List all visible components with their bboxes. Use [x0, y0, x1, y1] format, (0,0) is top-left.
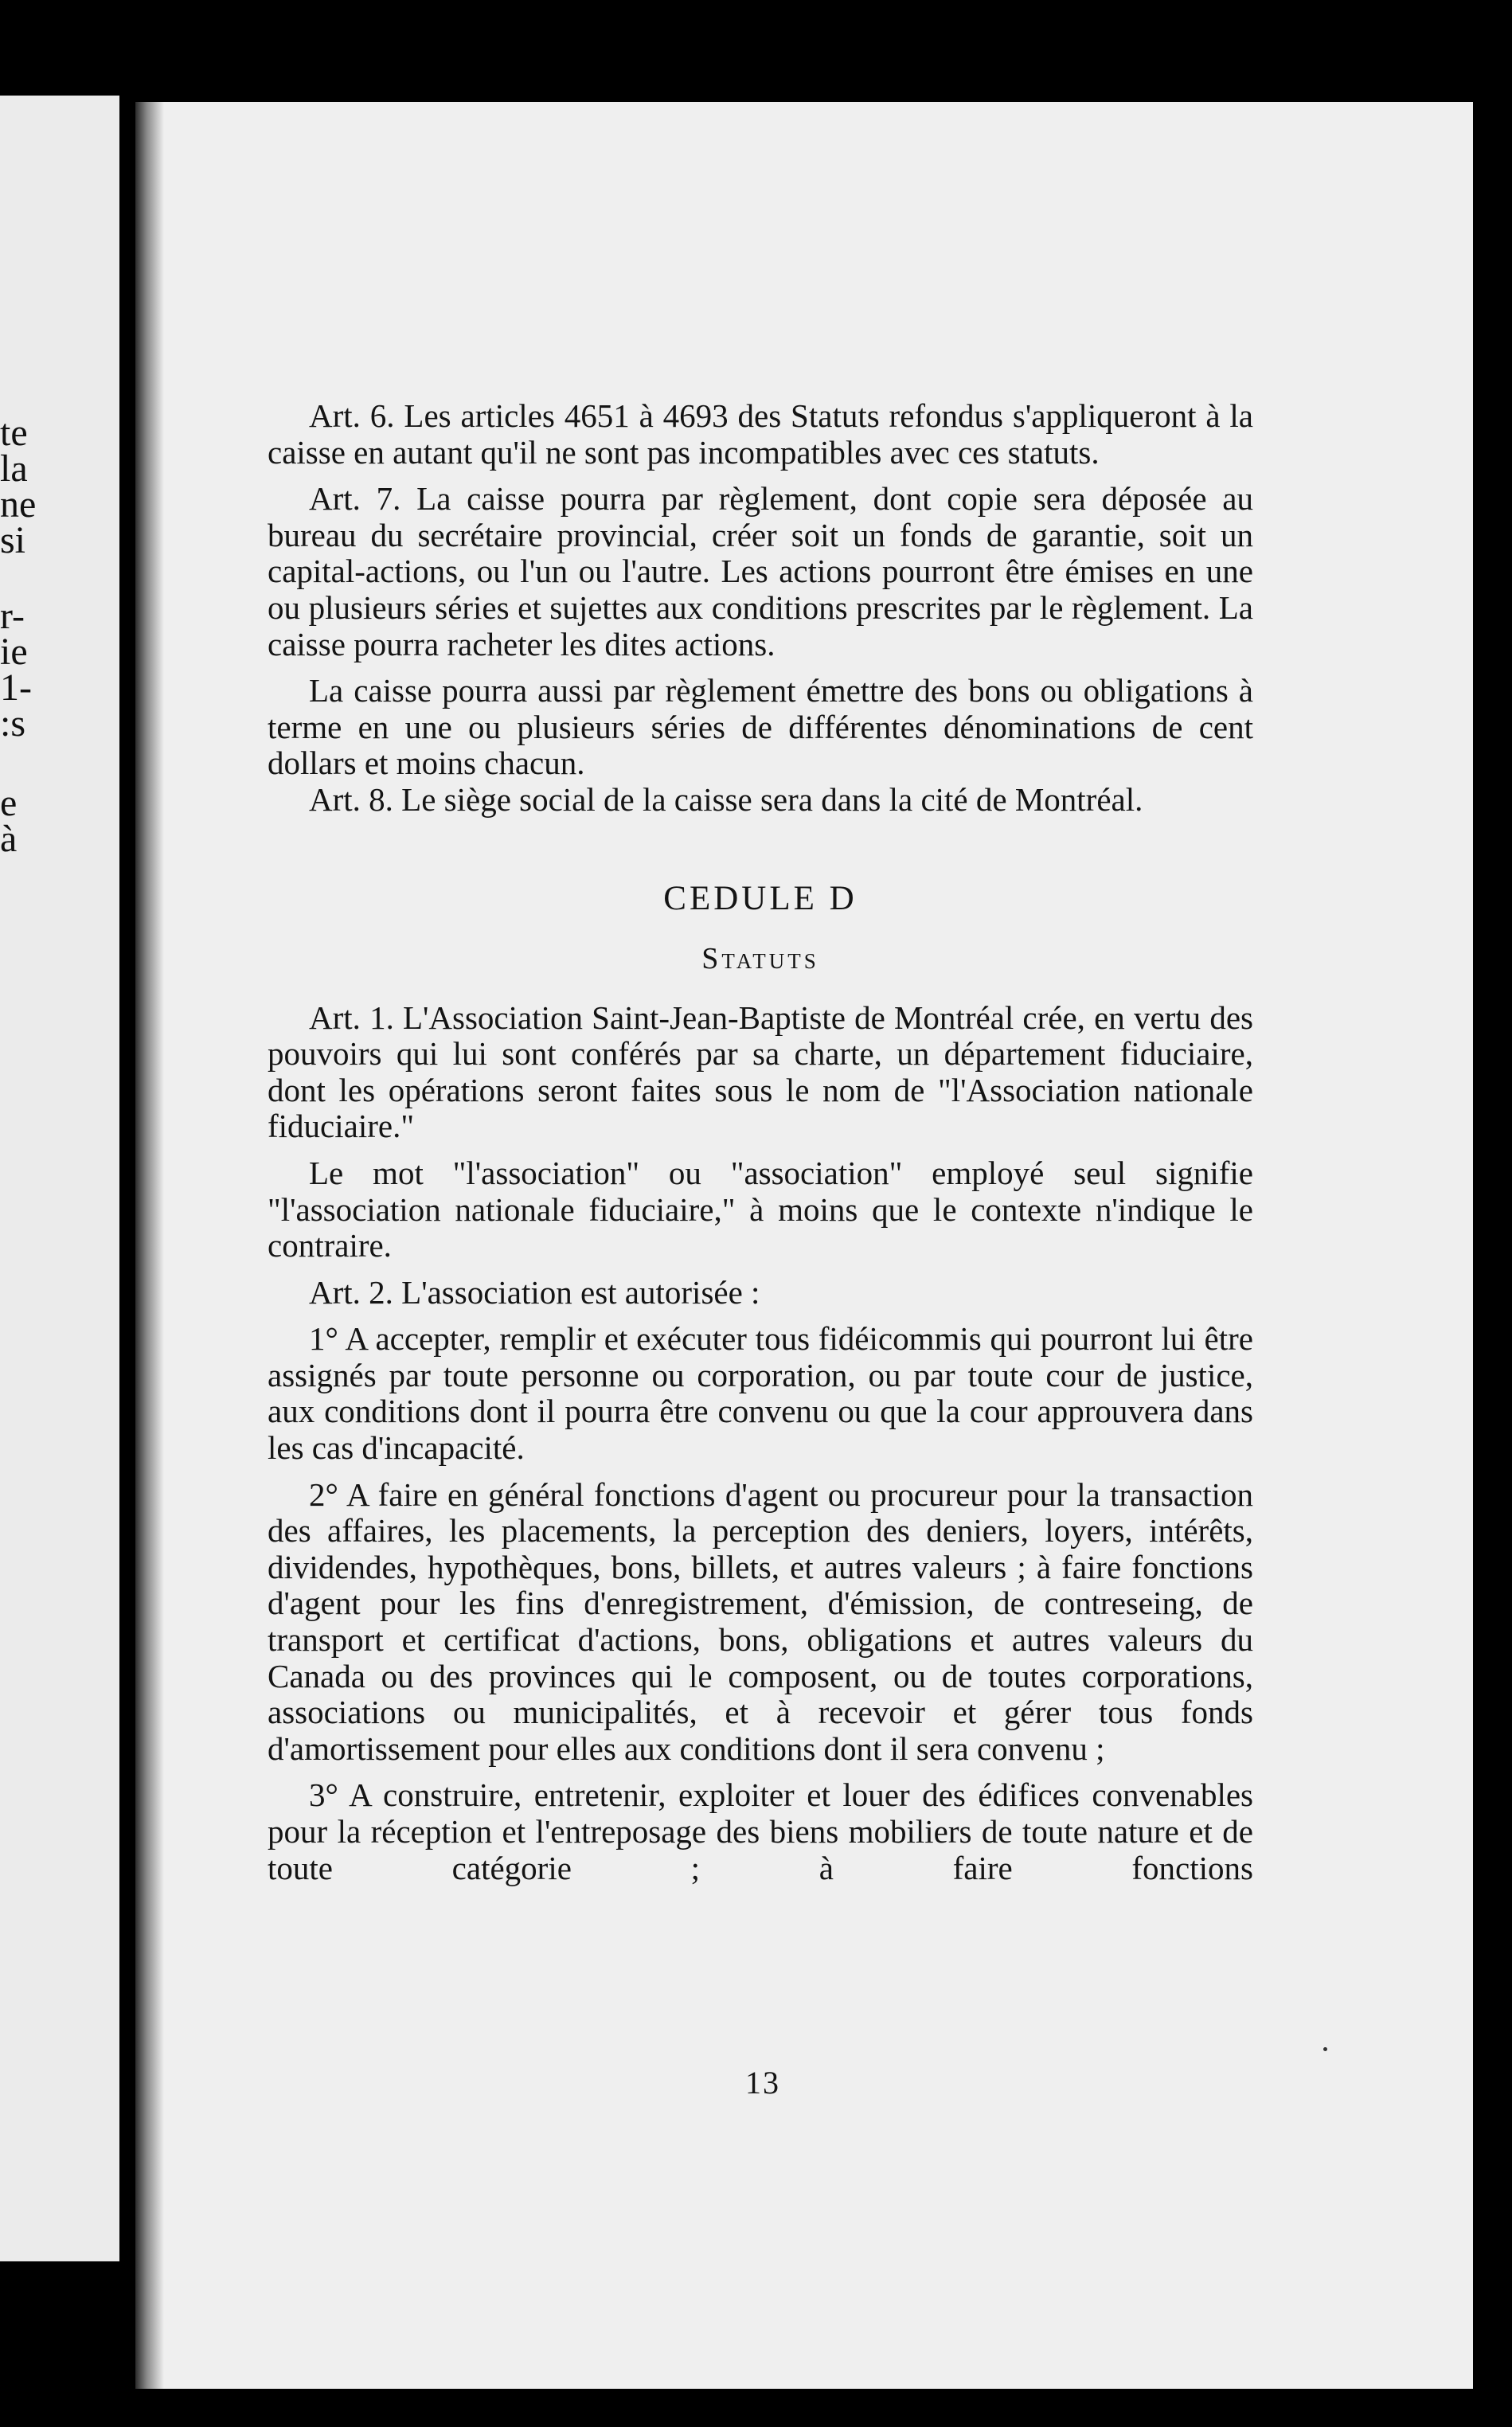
print-speck [1323, 2047, 1327, 2051]
left-page-fragment: ne [0, 483, 37, 526]
left-page-fragment: ie [0, 631, 28, 673]
statute-article-1: Art. 1. L'Association Saint-Jean-Baptiste de Montréal crée, en vertu des pouvoirs qui lui sont conférés par sa charte, un département fiduciaire, dont les opérations seront faites sous le nom de "l'Association nationale fiduciaire." [268, 999, 1253, 1145]
schedule-title: CEDULE D [663, 879, 858, 917]
schedule-subtitle: Statuts [701, 941, 819, 975]
left-page-edge [0, 96, 119, 2261]
article-7: Art. 7. La caisse pourra par règlement, dont copie sera déposée au bureau du secrétaire provincial, créer soit un fonds de garantie, soit un capital-actions, ou l'un ou l'autre. Les actions pourront être émises en une ou plusieurs séries et sujettes aux conditions prescrites par le règlement. La caisse pourra racheter les dites actions. [268, 480, 1253, 662]
left-page-fragment: la [0, 447, 28, 490]
article-8: Art. 8. Le siège social de la caisse sera dans la cité de Montréal. [309, 780, 1143, 818]
article-2-item-3: 3° A construire, entretenir, exploiter et louer des édifices convenables pour la réception et l'entreposage des biens mobiliers de toute nature et de toute catégorie ; à faire fonctions [268, 1776, 1253, 1886]
left-page-fragment: si [0, 519, 26, 561]
left-page-fragment: te [0, 412, 28, 454]
page-number: 13 [745, 2065, 780, 2101]
statute-article-1-paragraph: Le mot "l'association" ou "association" employé seul signifie "l'association nationale fiduciaire," à moins que le contexte n'indique le contraire. [268, 1154, 1253, 1264]
article-6: Art. 6. Les articles 4651 à 4693 des Statuts refondus s'appliqueront à la caisse en autant qu'il ne sont pas incompatibles avec ces statuts. [268, 397, 1253, 471]
left-page-fragment: 1- [0, 666, 32, 709]
left-page-fragment: r- [0, 595, 25, 637]
article-7-paragraph: La caisse pourra aussi par règlement émettre des bons ou obligations à terme en une ou plusieurs séries de différentes dénominations de cent dollars et moins chacun. [268, 672, 1253, 782]
page-gutter-shadow [135, 102, 164, 2389]
left-page-fragment: à [0, 818, 18, 860]
left-page-fragment: :s [0, 702, 26, 745]
article-2-item-2: 2° A faire en général fonctions d'agent ou procureur pour la transaction des affaires, les placements, la perception des deniers, loyers, intérêts, dividendes, hypothèques, bons, billets, et autres valeurs ; à faire fonctions d'agent pour les fins d'enregistrement, d'émission, de contreseing, de transport et certificat d'actions, bons, obligations et autres valeurs du Canada ou des provinces qui le composent, ou de toutes corporations, associations ou municipalités, et à recevoir et gérer tous fonds d'amortissement pour elles aux conditions dont il sera convenu ; [268, 1475, 1253, 1767]
article-2-item-1: 1° A accepter, remplir et exécuter tous fidéicommis qui pourront lui être assignés par toute personne ou corporation, ou par toute cour de justice, aux conditions dont il pourra être convenu ou que la cour approuvera dans les cas d'incapacité. [268, 1320, 1253, 1467]
statute-article-2: Art. 2. L'association est autorisée : [309, 1273, 760, 1311]
page-body [268, 398, 1253, 1886]
left-page-fragment: e [0, 782, 18, 824]
